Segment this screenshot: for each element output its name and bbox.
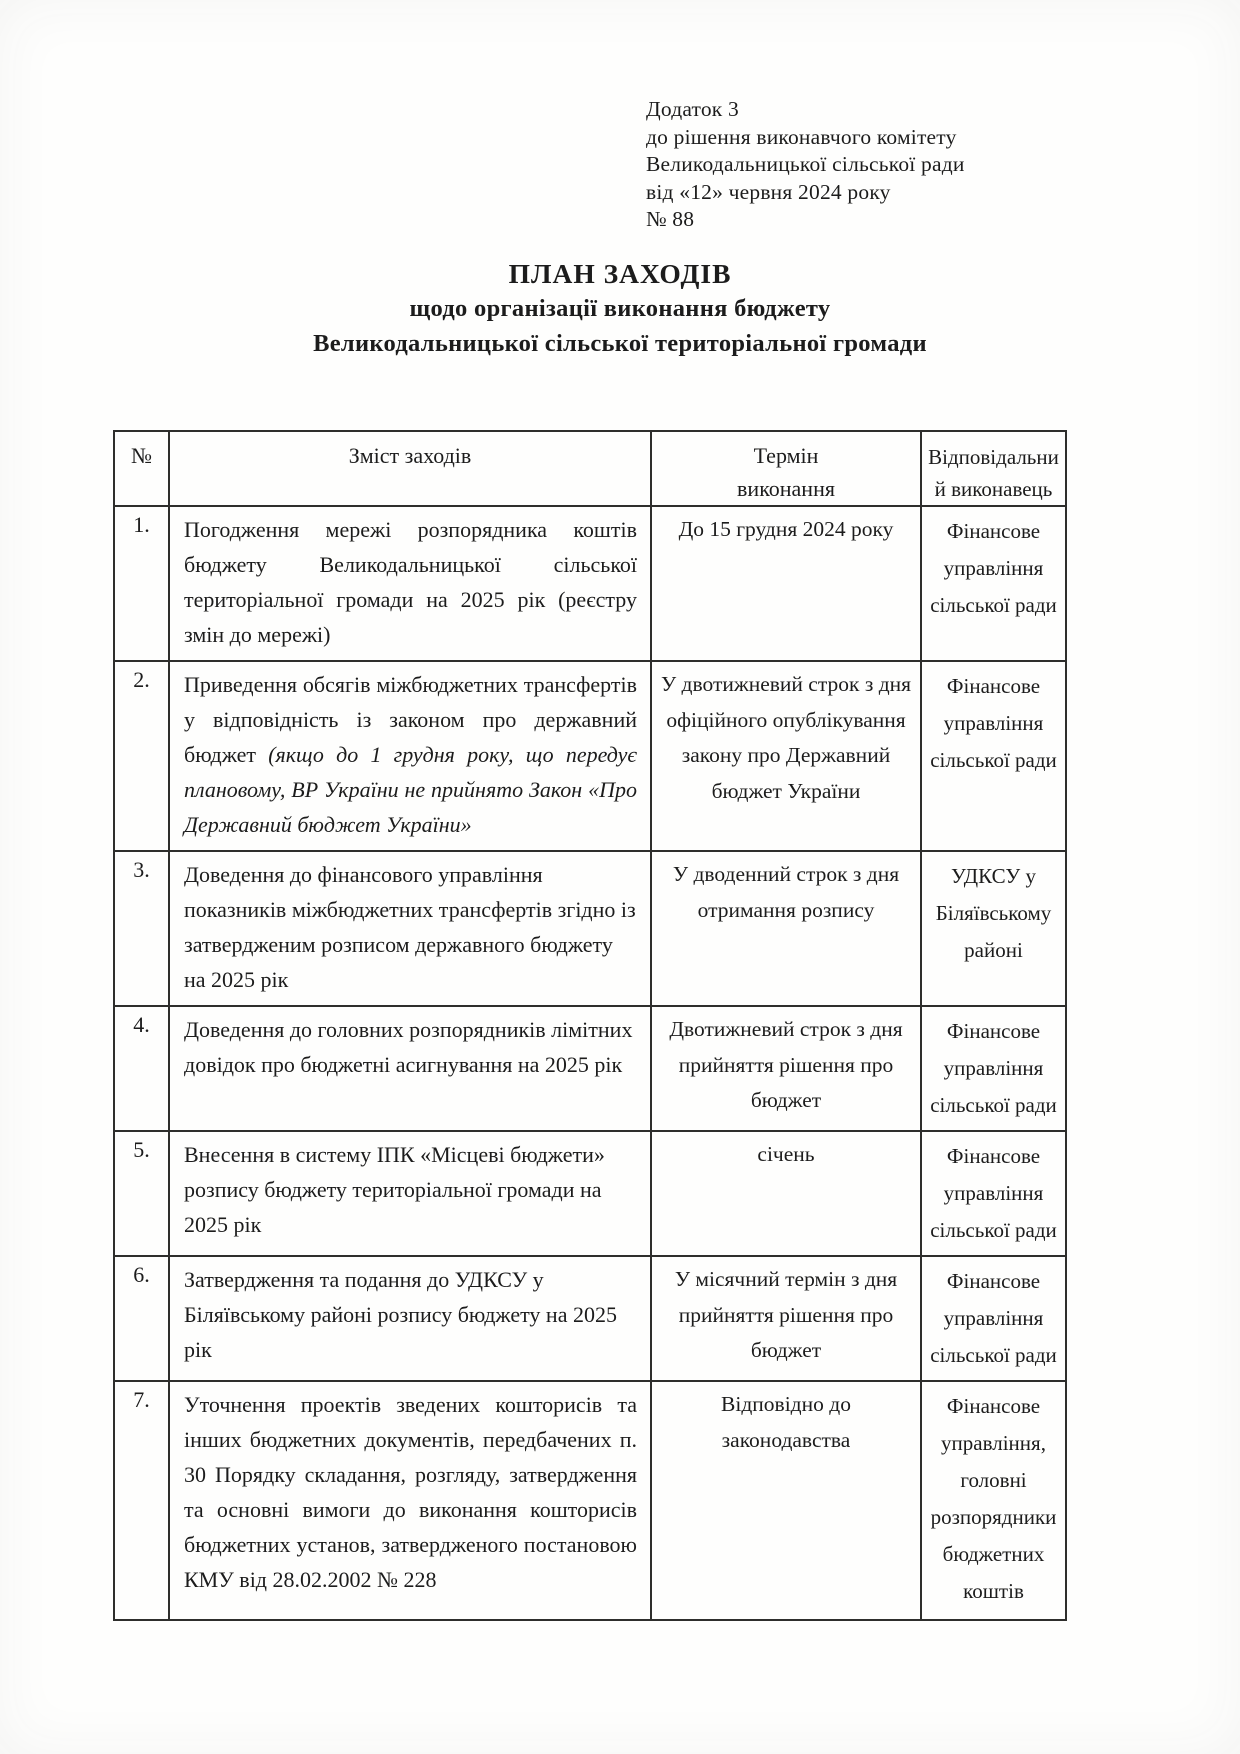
execution-term: Відповідно до законодавства xyxy=(651,1381,921,1620)
col-header-term-line2: виконання xyxy=(737,476,835,501)
appendix-line: від «12» червня 2024 року xyxy=(646,179,891,204)
title-line-sub: щодо організації виконання бюджету xyxy=(409,295,831,322)
appendix-header xyxy=(646,96,965,234)
measure-content xyxy=(169,661,651,851)
appendix-line: Великодальницької сільської ради xyxy=(646,152,965,176)
execution-term: У дводенний строк з дня отримання розпису xyxy=(651,851,921,1006)
col-header-number: № xyxy=(114,431,169,506)
responsible-executor: Фінансове управління сільської ради xyxy=(921,1006,1066,1131)
appendix-line: до рішення виконавчого комітету xyxy=(646,124,957,149)
table-header-row xyxy=(114,431,1066,506)
table-row xyxy=(114,1131,1066,1256)
execution-term: У місячний термін з дня прийняття рішення про бюджет xyxy=(651,1256,921,1381)
responsible-executor: Фінансове управління сільської ради xyxy=(921,661,1066,851)
row-number: 3. xyxy=(114,851,169,1006)
table-row xyxy=(114,506,1066,661)
row-number: 5. xyxy=(114,1131,169,1256)
measure-content xyxy=(169,1381,651,1620)
responsible-executor: Фінансове управління сільської ради xyxy=(921,1131,1066,1256)
responsible-executor: Фінансове управління сільської ради xyxy=(921,1256,1066,1381)
table-row xyxy=(114,851,1066,1006)
measure-text: Доведення до головних розпорядників лімітних довідок про бюджетні асигнування на 2025 рік xyxy=(184,1017,633,1077)
measure-content xyxy=(169,1006,651,1131)
execution-term: Двотижневий строк з дня прийняття рішення про бюджет xyxy=(651,1006,921,1131)
measure-text: Затвердження та подання до УДКСУ у Біляївському районі розпису бюджету на 2025 рік xyxy=(184,1267,617,1362)
responsible-executor: Фінансове управління, головні розпорядники бюджетних коштів xyxy=(921,1381,1066,1620)
appendix-line: № 88 xyxy=(646,207,695,231)
measure-content xyxy=(169,1256,651,1381)
responsible-executor: Фінансове управління сільської ради xyxy=(921,506,1066,661)
row-number: 6. xyxy=(114,1256,169,1381)
execution-term: До 15 грудня 2024 року xyxy=(651,506,921,661)
measure-content xyxy=(169,851,651,1006)
measure-content xyxy=(169,506,651,661)
col-header-responsible-line1: Відповідальни xyxy=(928,445,1059,469)
measure-text: Доведення до фінансового управління показників міжбюджетних трансфертів згідно із затвердженим розписом державного бюджету на 2025 рік xyxy=(184,862,636,992)
table-row xyxy=(114,1256,1066,1381)
responsible-executor: УДКСУ у Біляївському районі xyxy=(921,851,1066,1006)
row-number: 1. xyxy=(114,506,169,661)
execution-term: У двотижневий строк з дня офіційного опублікування закону про Державний бюджет України xyxy=(651,661,921,851)
measure-text: Приведення обсягів міжбюджетних трансфертів у відповідність із законом про державний бюджет xyxy=(184,672,637,767)
col-header-term-line1: Термін xyxy=(753,443,819,468)
document-title xyxy=(0,256,1240,361)
col-header-term xyxy=(651,431,921,506)
plan-table xyxy=(113,430,1067,1621)
row-number: 7. xyxy=(114,1381,169,1620)
row-number: 4. xyxy=(114,1006,169,1131)
table-row xyxy=(114,1381,1066,1620)
col-header-content: Зміст заходів xyxy=(169,431,651,506)
col-header-responsible-line2: й виконавець xyxy=(934,477,1053,501)
measure-text-italic: (якщо до 1 грудня року, що передує плановому, ВР України не прийнято Закон «Про Державний бюджет України» xyxy=(184,742,638,837)
measure-text: Внесення в систему ІПК «Місцеві бюджети» розпису бюджету територіальної громади на 2025 рік xyxy=(184,1142,605,1237)
title-line-main: ПЛАН ЗАХОДІВ xyxy=(508,258,732,289)
row-number: 2. xyxy=(114,661,169,851)
table-row xyxy=(114,1006,1066,1131)
measure-text: Уточнення проектів зведених кошторисів та інших бюджетних документів, передбачених п. 30 Порядку складання, розгляду, затвердження та основні вимоги до виконання кошторисів бюджетних установ, затвердженого постановою КМУ від 28.02.2002 № 228 xyxy=(184,1392,637,1592)
title-line-sub: Великодальницької сільської територіальної громади xyxy=(313,330,927,357)
table-row xyxy=(114,661,1066,851)
measure-content xyxy=(169,1131,651,1256)
appendix-line: Додаток 3 xyxy=(646,97,739,121)
measure-text: Погодження мережі розпорядника коштів бюджету Великодальницької сільської територіальної громади на 2025 рік (реєстру змін до мережі) xyxy=(184,517,637,647)
execution-term: січень xyxy=(651,1131,921,1256)
col-header-responsible xyxy=(921,431,1066,506)
